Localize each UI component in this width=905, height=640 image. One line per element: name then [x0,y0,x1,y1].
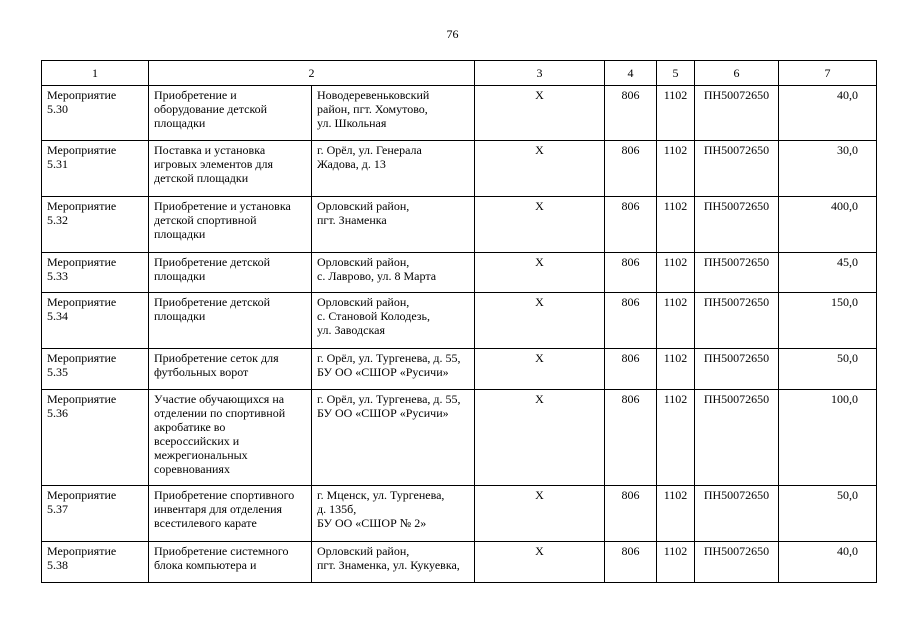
event-name: Участие обучающихся на отделении по спортивной акробатике во всероссийских и межрегиональных соревнованиях [149,390,312,486]
col5-value: 1102 [657,390,695,486]
event-address: Орловский район, с. Лаврово, ул. 8 Марта [312,253,475,293]
col4-value: 806 [605,253,657,293]
col3-value: Х [475,86,605,141]
event-name: Приобретение и установка детской спортивной площадки [149,197,312,253]
col6-value: ПН50072650 [695,86,779,141]
table-row [42,293,877,349]
amount-value: 40,0 [779,86,877,141]
header-cell-3: 3 [475,61,605,86]
col6-value: ПН50072650 [695,293,779,349]
amount-value: 50,0 [779,486,877,542]
event-number: Мероприятие 5.30 [42,86,149,141]
event-address: Орловский район, пгт. Знаменка [312,197,475,253]
col4-value: 806 [605,486,657,542]
col6-value: ПН50072650 [695,486,779,542]
event-number: Мероприятие 5.37 [42,486,149,542]
col5-value: 1102 [657,293,695,349]
budget-table [41,60,877,583]
header-cell-7: 7 [779,61,877,86]
col5-value: 1102 [657,349,695,390]
event-number: Мероприятие 5.38 [42,542,149,583]
event-number: Мероприятие 5.32 [42,197,149,253]
header-cell-4: 4 [605,61,657,86]
col4-value: 806 [605,293,657,349]
table-row [42,486,877,542]
col6-value: ПН50072650 [695,197,779,253]
table-row [42,390,877,486]
event-address: г. Орёл, ул. Тургенева, д. 55, БУ ОО «СШОР «Русичи» [312,349,475,390]
event-name: Приобретение сеток для футбольных ворот [149,349,312,390]
amount-value: 50,0 [779,349,877,390]
col5-value: 1102 [657,86,695,141]
table-row [42,349,877,390]
event-number: Мероприятие 5.33 [42,253,149,293]
col5-value: 1102 [657,253,695,293]
event-name: Приобретение детской площадки [149,293,312,349]
col4-value: 806 [605,542,657,583]
col6-value: ПН50072650 [695,349,779,390]
amount-value: 30,0 [779,141,877,197]
col3-value: Х [475,141,605,197]
table-row [42,141,877,197]
event-number: Мероприятие 5.31 [42,141,149,197]
table-row [42,86,877,141]
col3-value: Х [475,390,605,486]
event-address: Орловский район, пгт. Знаменка, ул. Кукуевка, [312,542,475,583]
amount-value: 45,0 [779,253,877,293]
event-address: г. Орёл, ул. Генерала Жадова, д. 13 [312,141,475,197]
col4-value: 806 [605,141,657,197]
col4-value: 806 [605,197,657,253]
event-number: Мероприятие 5.36 [42,390,149,486]
page-number: 76 [446,27,459,41]
col6-value: ПН50072650 [695,390,779,486]
table-row [42,197,877,253]
amount-value: 150,0 [779,293,877,349]
event-number: Мероприятие 5.35 [42,349,149,390]
col3-value: Х [475,349,605,390]
col6-value: ПН50072650 [695,542,779,583]
col4-value: 806 [605,86,657,141]
table-row [42,253,877,293]
col6-value: ПН50072650 [695,141,779,197]
col3-value: Х [475,293,605,349]
event-name: Приобретение спортивного инвентаря для отделения всестилевого карате [149,486,312,542]
header-cell-5: 5 [657,61,695,86]
amount-value: 100,0 [779,390,877,486]
event-name: Приобретение системного блока компьютера и [149,542,312,583]
table-header-row [42,61,877,86]
col3-value: Х [475,253,605,293]
col5-value: 1102 [657,486,695,542]
amount-value: 400,0 [779,197,877,253]
col5-value: 1102 [657,542,695,583]
col3-value: Х [475,197,605,253]
event-name: Приобретение и оборудование детской площадки [149,86,312,141]
col4-value: 806 [605,349,657,390]
col5-value: 1102 [657,141,695,197]
event-number: Мероприятие 5.34 [42,293,149,349]
header-cell-2: 2 [149,61,475,86]
col5-value: 1102 [657,197,695,253]
header-cell-1: 1 [42,61,149,86]
event-address: г. Мценск, ул. Тургенева, д. 135б, БУ ОО «СШОР № 2» [312,486,475,542]
event-name: Приобретение детской площадки [149,253,312,293]
col4-value: 806 [605,390,657,486]
event-name: Поставка и установка игровых элементов для детской площадки [149,141,312,197]
col3-value: Х [475,542,605,583]
header-cell-6: 6 [695,61,779,86]
event-address: г. Орёл, ул. Тургенева, д. 55, БУ ОО «СШОР «Русичи» [312,390,475,486]
amount-value: 40,0 [779,542,877,583]
table-row [42,542,877,583]
event-address: Орловский район, с. Становой Колодезь, ул. Заводская [312,293,475,349]
col6-value: ПН50072650 [695,253,779,293]
event-address: Новодеревеньковский район, пгт. Хомутово, ул. Школьная [312,86,475,141]
col3-value: Х [475,486,605,542]
